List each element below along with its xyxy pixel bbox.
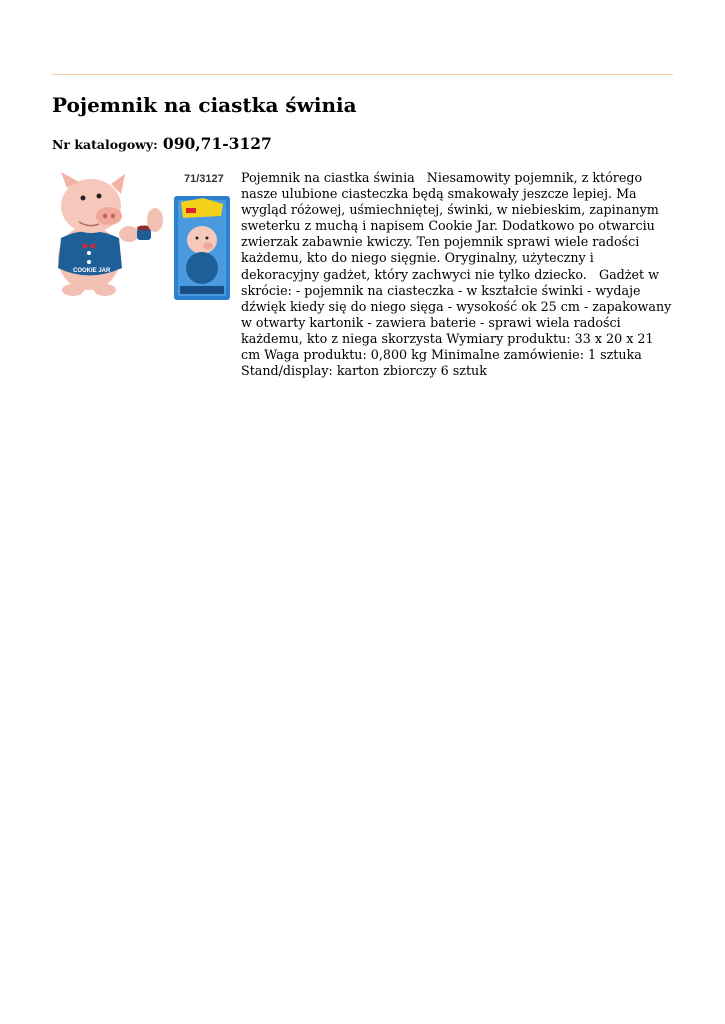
pig-figure [58, 172, 163, 296]
catalog-number: 090,71-3127 [162, 134, 272, 153]
retail-box [174, 196, 230, 300]
catalog-line [52, 134, 272, 155]
header-divider [52, 74, 673, 75]
product-photo-illustration [53, 168, 233, 305]
page-title: Pojemnik na ciastka świnia [52, 93, 357, 117]
product-image-label: 71/3127 [184, 173, 224, 185]
catalog-label: Nr katalogowy: [52, 137, 158, 152]
svg-text:COOKIE JAR: COOKIE JAR [73, 268, 111, 274]
product-description: Pojemnik na ciastka świnia Niesamowity pojemnik, z którego nasze ulubione ciasteczka będą smakowały jeszcze lepiej. Ma wygląd różowej, uśmiechniętej, świnki, w niebieskim, zapinanym sweterku z muchą i napisem Cookie Jar. Dodatkowo po otwarciu zwierzak zabawnie kwiczy. Ten pojemnik sprawi wiele radości każdemu, kto do niego sięgnie. Oryginalny, użyteczny i dekoracyjny gadżet, który zachwyci nie tylko dziecko. Gadżet w skrócie: - pojemnik na ciasteczka - w kształcie świnki - wydaje dźwięk kiedy się do niego sięga - wysokość ok 25 cm - zapakowany w otwarty kartonik - zawiera baterie - sprawi wiela radości każdemu, kto z niega skorzysta Wymiary produktu: 33 x 20 x 21 cm Waga produktu: 0,800 kg Minimalne zamówienie: 1 sztuka Stand/display: karton zbiorczy 6 sztuk [241, 170, 676, 379]
product-image [53, 168, 233, 305]
